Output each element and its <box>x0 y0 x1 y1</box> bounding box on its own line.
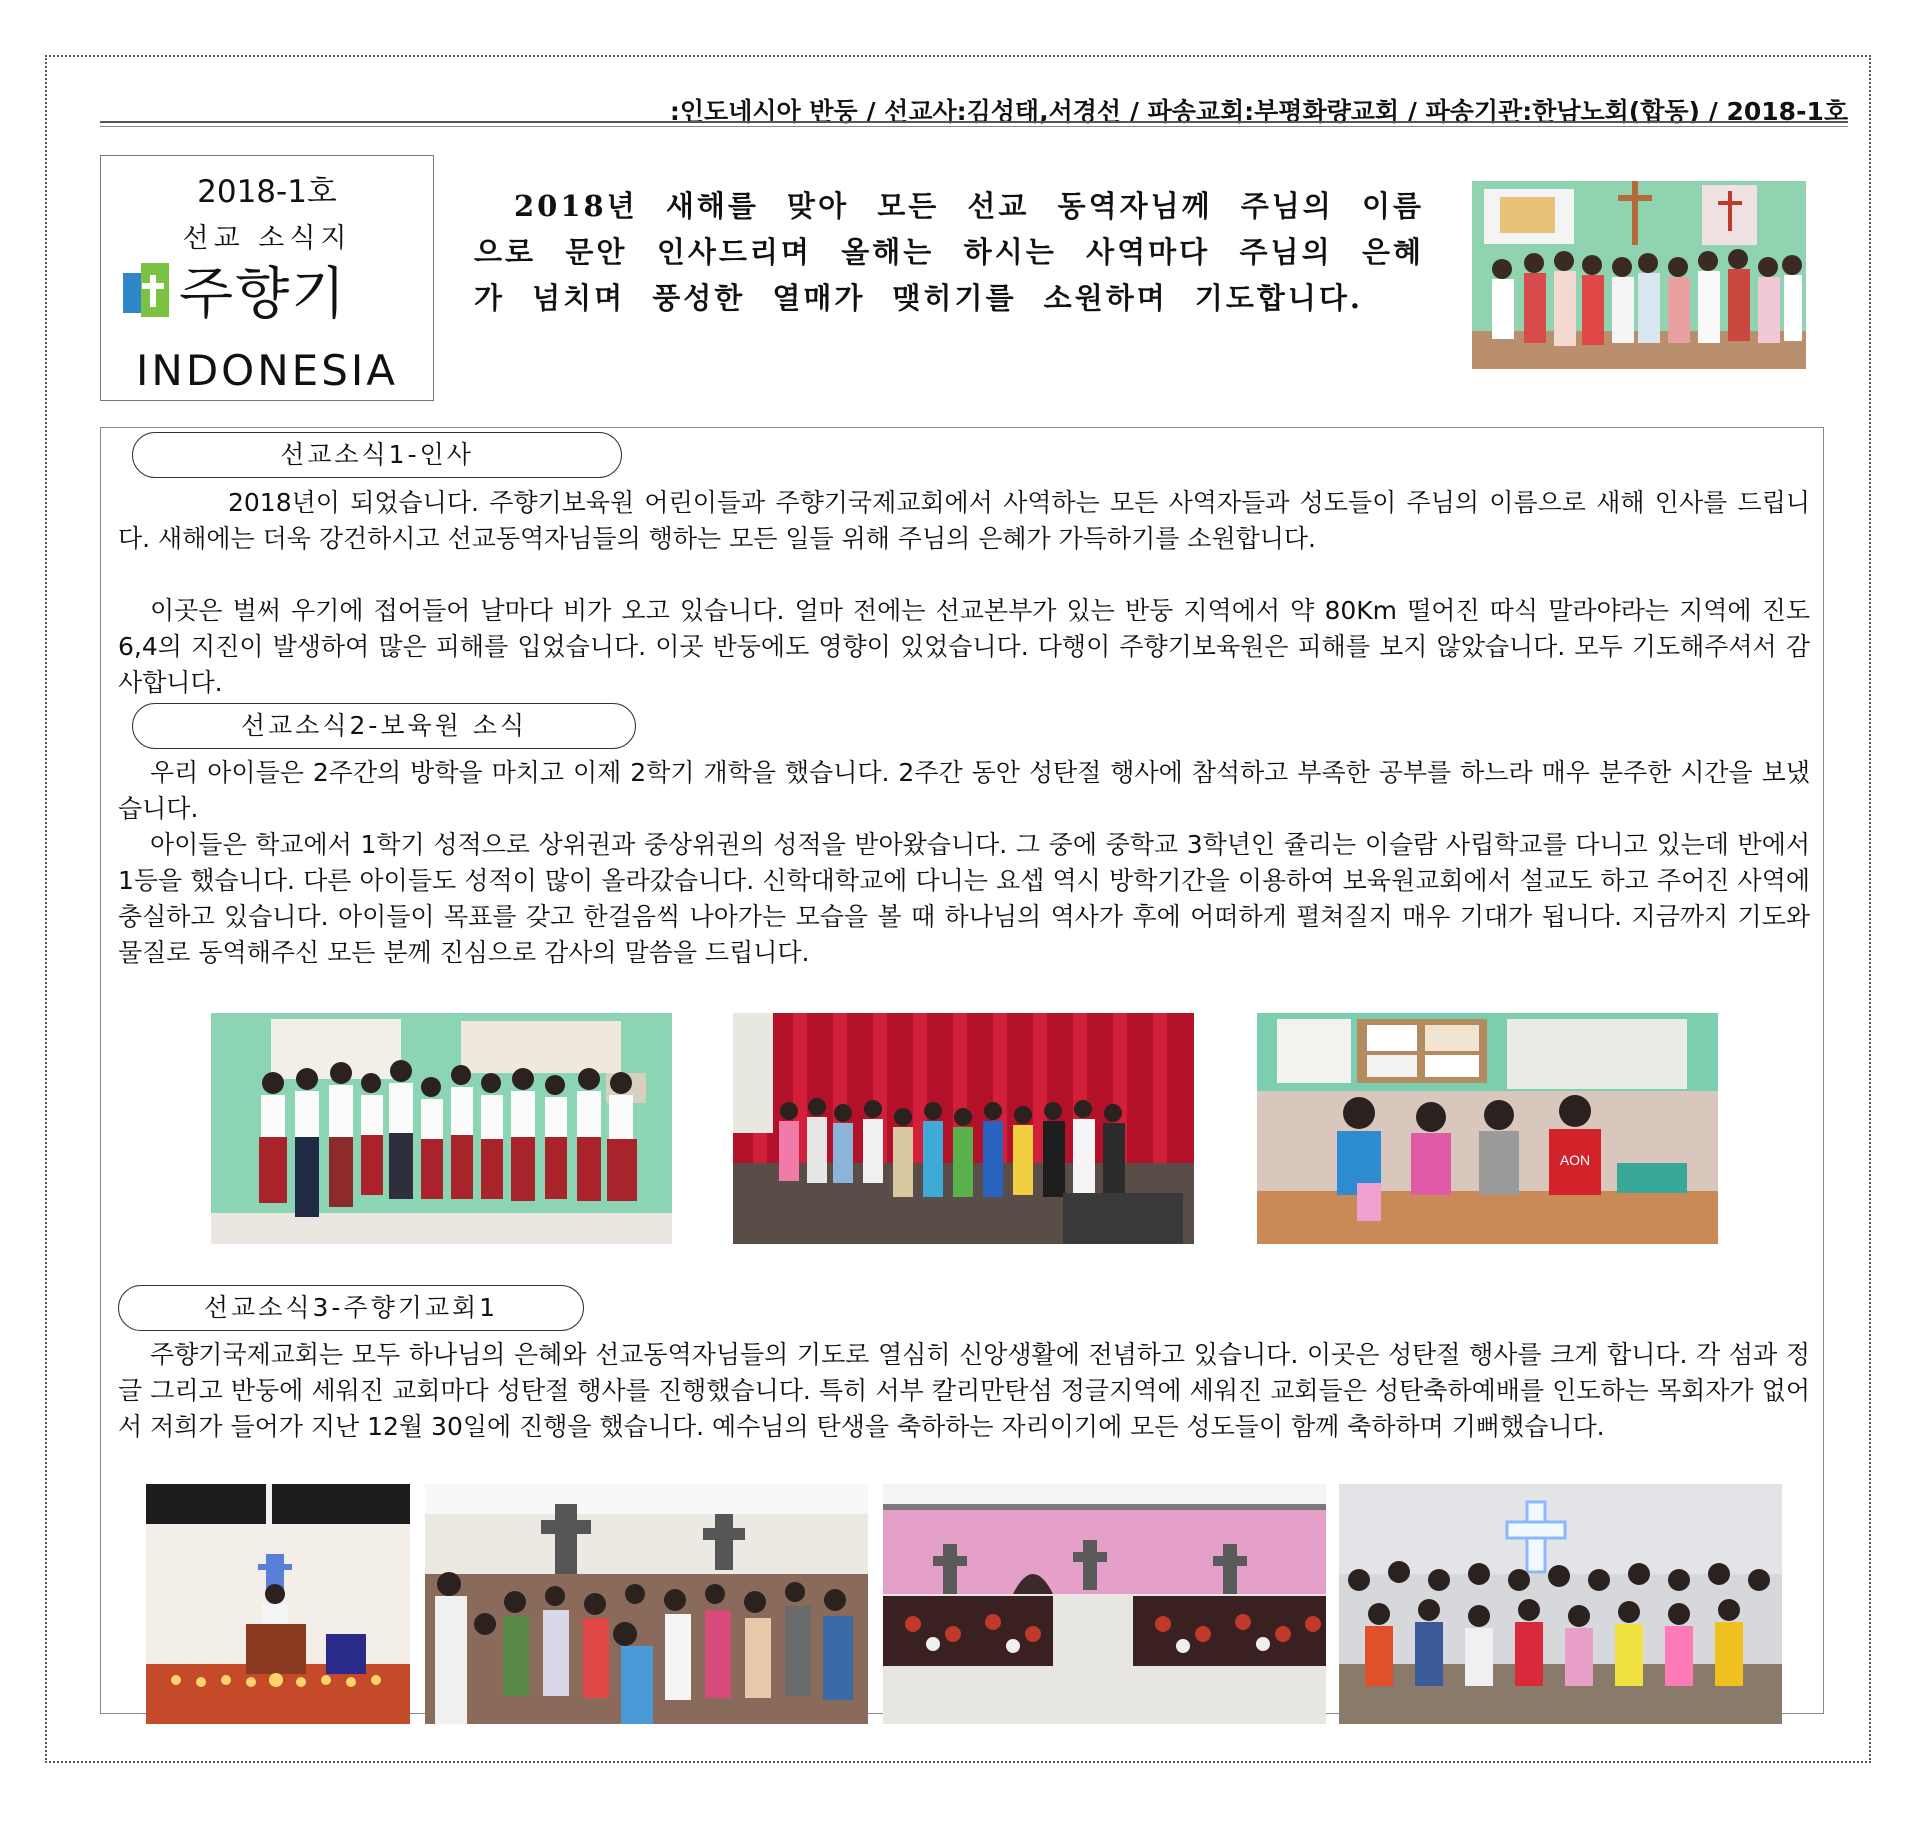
photo-shirt-logo: AON <box>1559 1152 1591 1168</box>
photo-jungle-church-gathering <box>883 1484 1326 1724</box>
logo <box>123 258 348 327</box>
newsletter-subtitle: 선교 소식지 <box>182 223 352 254</box>
section-1-title: 선교소식1-인사 <box>132 432 622 478</box>
section-1-paragraph-2: 이곳은 벌써 우기에 접어들어 날마다 비가 오고 있습니다. 얼마 전에는 선교본부가 있는 반둥 지역에서 약 80Km 떨어진 따식 말라야라는 지역에 진도 6,4의 지진이 발생하여 많은 피해를 입었습니다. 이곳 반둥에도 영향이 있었습니다. 다행이 주향기보육원은 피해를 보지 않았습니다. 모두 기도해주셔서 감사합니다. <box>118 596 1810 697</box>
photo-children-glowing-cross <box>1339 1484 1782 1724</box>
newsletter-title-box <box>100 155 434 401</box>
photo-church-group-header <box>1472 181 1806 369</box>
intro-greeting: 2018년 새해를 맞아 모든 선교 동역자님께 주님의 이름으로 문안 인사드리며 올해는 하시는 사역마다 주님의 은혜가 넘치며 풍성한 열매가 맺히기를 소원하며 기도합니다. <box>474 189 1424 315</box>
section-1-paragraph-1: 2018년이 되었습니다. 주향기보육원 어린이들과 주향기국제교회에서 사역하는 모든 사역자들과 성도들이 주님의 이름으로 새해 인사를 드립니다. 새해에는 더욱 강건하시고 선교동역자님들의 행하는 모든 일들 위해 주님의 은혜가 가득하기를 소원합니다. <box>118 488 1810 553</box>
country-name: INDONESIA <box>136 346 398 395</box>
section-2-paragraph-1: 우리 아이들은 2주간의 방학을 마치고 이제 2학기 개학을 했습니다. 2주간 동안 성탄절 행사에 참석하고 부족한 공부를 하느라 매우 분주한 시간을 보냈습니다. <box>118 758 1810 823</box>
header-divider <box>100 121 1848 127</box>
section-3-title: 선교소식3-주향기교회1 <box>118 1285 584 1331</box>
header-info-line: :인도네시아 반둥 / 선교사:김성태,서경선 / 파송교회:부평화량교회 / 파송기관:한남노회(합동) / 2018-1호 <box>669 97 1848 126</box>
photo-children-school-uniforms <box>211 1013 672 1244</box>
logo-text: 주향기 <box>179 262 348 327</box>
photo-four-children-classroom <box>1257 1013 1718 1244</box>
cross-logo-icon <box>123 263 171 317</box>
section-3-paragraph-1: 주향기국제교회는 모두 하나님의 은혜와 선교동역자님들의 기도로 열심히 신앙생활에 전념하고 있습니다. 이곳은 성탄절 행사를 크게 합니다. 각 섬과 정글 그리고 반둥에 세워진 교회마다 성탄절 행사를 진행했습니다. 특히 서부 칼리만탄섬 정글지역에 세워진 교회들은 성탄축하예배를 인도하는 목회자가 없어서 저희가 들어가 지난 12월 30일에 진행을 했습니다. 예수님의 탄생을 축하하는 자리이기에 모든 성도들이 함께 축하하며 기뻐했습니다. <box>118 1340 1810 1441</box>
section-2-title: 선교소식2-보육원 소식 <box>132 703 636 749</box>
photo-candlelight-pulpit <box>146 1484 410 1724</box>
photo-congregation-cross-wall <box>425 1484 868 1724</box>
issue-number: 2018-1호 <box>197 174 337 210</box>
section-2-paragraph-2: 아이들은 학교에서 1학기 성적으로 상위권과 중상위권의 성적을 받아왔습니다. 그 중에 중학교 3학년인 쥴리는 이슬람 사립학교를 다니고 있는데 반에서 1등을 했습니다. 다른 아이들도 성적이 많이 올라갔습니다. 신학대학교에 다니는 요셉 역시 방학기간을 이용하여 보육원교회에서 설교도 하고 주어진 사역에 충실하고 있습니다. 아이들이 목표를 갖고 한걸음씩 나아가는 모습을 볼 때 하나님의 역사가 후에 어떠하게 펼쳐질지 매우 기대가 됩니다. 지금까지 기도와 물질로 동역해주신 모든 분께 진심으로 감사의 말씀을 드립니다. <box>118 830 1811 967</box>
photo-children-singing-church <box>733 1013 1194 1244</box>
